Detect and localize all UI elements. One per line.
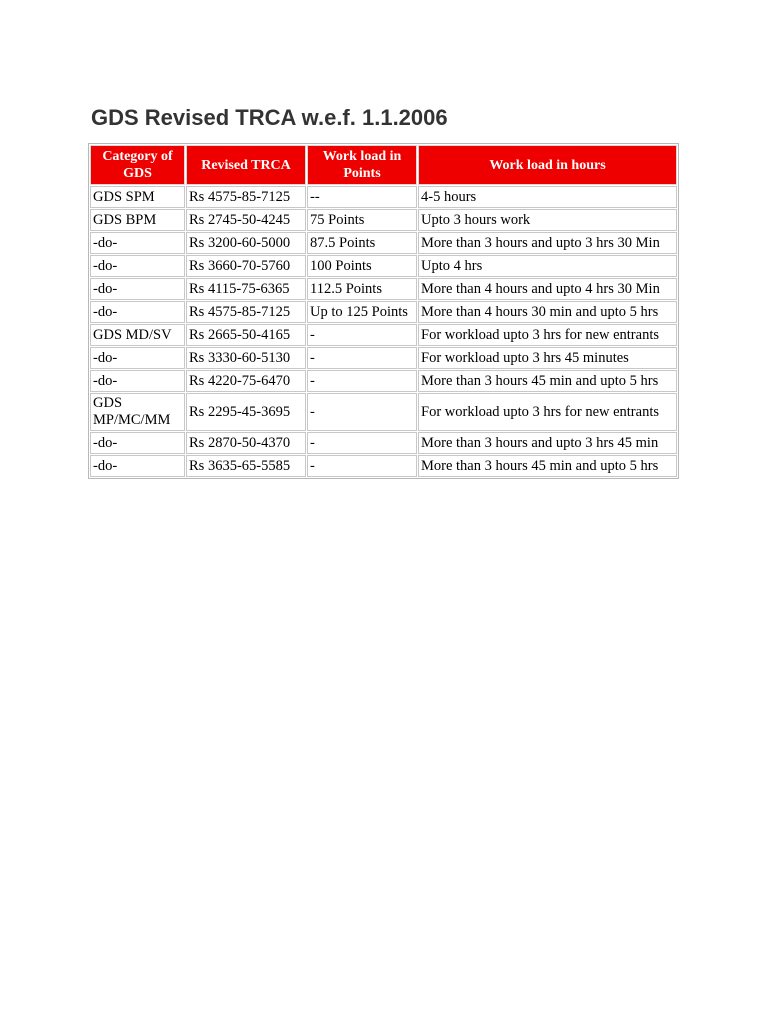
table-row xyxy=(90,186,677,208)
cell-category: GDS BPM xyxy=(90,209,185,231)
header-workload-hours: Work load in hours xyxy=(418,145,677,185)
cell-hours: For workload upto 3 hrs for new entrants xyxy=(418,393,677,431)
cell-category: -do- xyxy=(90,347,185,369)
cell-points: 112.5 Points xyxy=(307,278,417,300)
cell-trca: Rs 2870-50-4370 xyxy=(186,432,306,454)
cell-points: - xyxy=(307,432,417,454)
cell-points: 87.5 Points xyxy=(307,232,417,254)
cell-trca: Rs 3200-60-5000 xyxy=(186,232,306,254)
cell-trca: Rs 4575-85-7125 xyxy=(186,186,306,208)
cell-points: 100 Points xyxy=(307,255,417,277)
table-row xyxy=(90,347,677,369)
cell-hours: For workload upto 3 hrs for new entrants xyxy=(418,324,677,346)
cell-category: GDS MD/SV xyxy=(90,324,185,346)
header-workload-points: Work load in Points xyxy=(307,145,417,185)
cell-category: -do- xyxy=(90,432,185,454)
cell-points: - xyxy=(307,347,417,369)
cell-category: -do- xyxy=(90,370,185,392)
cell-category: -do- xyxy=(90,278,185,300)
cell-trca: Rs 3660-70-5760 xyxy=(186,255,306,277)
cell-category: -do- xyxy=(90,301,185,323)
cell-points: - xyxy=(307,393,417,431)
table-header-row xyxy=(90,145,677,185)
cell-points: - xyxy=(307,370,417,392)
cell-hours: More than 3 hours and upto 3 hrs 30 Min xyxy=(418,232,677,254)
header-category: Category of GDS xyxy=(90,145,185,185)
table-row xyxy=(90,432,677,454)
table-row xyxy=(90,455,677,477)
table-row xyxy=(90,209,677,231)
cell-points: - xyxy=(307,455,417,477)
cell-trca: Rs 4575-85-7125 xyxy=(186,301,306,323)
cell-hours: More than 4 hours and upto 4 hrs 30 Min xyxy=(418,278,677,300)
page-title: GDS Revised TRCA w.e.f. 1.1.2006 xyxy=(91,105,448,130)
cell-hours: More than 4 hours 30 min and upto 5 hrs xyxy=(418,301,677,323)
cell-points: -- xyxy=(307,186,417,208)
table-row xyxy=(90,301,677,323)
header-revised-trca: Revised TRCA xyxy=(186,145,306,185)
cell-hours: Upto 4 hrs xyxy=(418,255,677,277)
cell-hours: 4-5 hours xyxy=(418,186,677,208)
cell-category: GDS MP/MC/MM xyxy=(90,393,185,431)
table-row xyxy=(90,324,677,346)
table-row xyxy=(90,232,677,254)
cell-trca: Rs 2665-50-4165 xyxy=(186,324,306,346)
cell-trca: Rs 2745-50-4245 xyxy=(186,209,306,231)
table-row xyxy=(90,278,677,300)
table-row xyxy=(90,393,677,431)
cell-trca: Rs 3330-60-5130 xyxy=(186,347,306,369)
cell-hours: For workload upto 3 hrs 45 minutes xyxy=(418,347,677,369)
cell-hours: More than 3 hours 45 min and upto 5 hrs xyxy=(418,455,677,477)
cell-hours: More than 3 hours 45 min and upto 5 hrs xyxy=(418,370,677,392)
cell-hours: Upto 3 hours work xyxy=(418,209,677,231)
cell-category: GDS SPM xyxy=(90,186,185,208)
cell-trca: Rs 4115-75-6365 xyxy=(186,278,306,300)
cell-points: 75 Points xyxy=(307,209,417,231)
cell-trca: Rs 2295-45-3695 xyxy=(186,393,306,431)
table-row xyxy=(90,255,677,277)
cell-trca: Rs 4220-75-6470 xyxy=(186,370,306,392)
table-row xyxy=(90,370,677,392)
cell-hours: More than 3 hours and upto 3 hrs 45 min xyxy=(418,432,677,454)
cell-trca: Rs 3635-65-5585 xyxy=(186,455,306,477)
trca-table xyxy=(88,143,679,479)
cell-points: Up to 125 Points xyxy=(307,301,417,323)
cell-category: -do- xyxy=(90,232,185,254)
cell-category: -do- xyxy=(90,455,185,477)
cell-points: - xyxy=(307,324,417,346)
cell-category: -do- xyxy=(90,255,185,277)
